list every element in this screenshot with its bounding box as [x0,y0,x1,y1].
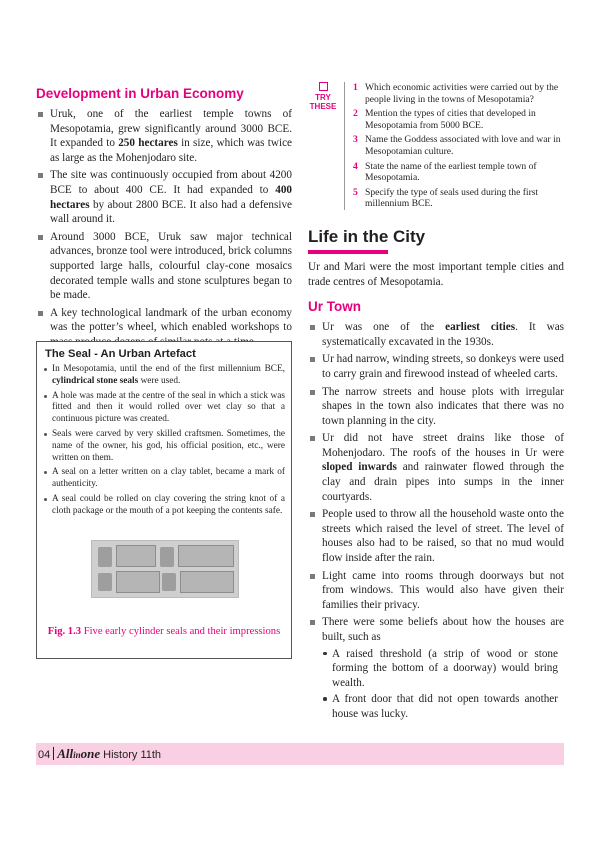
book-title: History 11th [103,749,162,761]
try-these-box [308,82,564,210]
urban-economy-list [36,107,292,350]
right-column [308,82,564,725]
list-item: Ur was one of the earliest cities. It was systematically excavated in the 1930s. [308,320,564,349]
beliefs-list [322,647,564,722]
try-these-list [344,82,564,210]
left-column [36,82,292,353]
try-these-label: TRY THESE [308,82,338,111]
seal-cylinder [98,547,112,567]
list-item: Ur did not have street drains like those of Mohenjodaro. The roofs of the houses in Ur were sloped inwards and rainwater flowed through the clay and drain pipes into sumps in the inner courtyards. [308,431,564,504]
seal-impression [116,545,156,567]
city-intro: Ur and Mari were the most important temple cities and trade centres of Mesopotamia. [308,260,564,288]
seal-impression [180,571,234,593]
seal-cylinder [98,573,112,591]
list-item: Seals were carved by very skilled craftsmen. Sometimes, the name of the owner, his god, his official position, etc., were written on them. [43,429,285,464]
seal-impression [178,545,234,567]
life-in-city-heading: Life in the City [308,226,426,246]
question-item: 5 Specify the type of seals used during the first millennium BCE. [353,186,539,210]
list-item: Around 3000 BCE, Uruk saw major technical advances, bronze tool were introduced, brick columns supported large halls, colourful clay-cone mosaics decorated temple walls and stone sculptures began to be made. [36,230,292,303]
seal-impression [116,571,160,593]
list-item: A hole was made at the centre of the seal in which a stick was fitted and then it would rolled over wet clay so that a continuous picture was created. [43,391,285,426]
question-item: 3 Name the Goddess associated with love and war in Mesopotamian culture. [353,134,561,157]
question-item: 2 Mention the types of cities that developed in Mesopotamia from 5000 BCE. [353,108,536,131]
list-item: A seal could be rolled on clay covering the string knot of a cloth package or the mouth of a pot keeping the contents safe. [43,494,285,518]
footer-divider [53,747,54,760]
list-item: The narrow streets and house plots with irregular shapes in the town also indicates that there was no town planning in the city. [308,385,564,429]
seal-info-box [36,341,292,659]
urban-economy-heading: Development in Urban Economy [36,86,244,101]
list-item: Light came into rooms through doorways but not from windows. This would also have given their families their privacy. [308,569,564,613]
list-item: Ur had narrow, winding streets, so donkeys were used to carry grain and firewood instead of wheeled carts. [308,352,564,381]
question-item: 4 State the name of the earliest temple town of Mesopotamia. [353,160,537,184]
list-item: There were some beliefs about how the houses are built, such as A raised threshold (a strip of wood or stone forming the bottom of a doorway) would bring wealth. A front door that did not open towards another house was lucky. [308,615,564,721]
brand-logo: Allinone [57,746,101,761]
seal-cylinder [162,573,176,591]
list-item: People used to throw all the household waste onto the streets which raised the level of street. The level of houses also had to be raised, so that no mud would flow inside after the rain. [308,507,564,565]
seal-list [37,364,291,518]
seal-box-heading: The Seal - An Urban Artefact [45,348,196,360]
list-item: A key technological landmark of the urban economy was the potter’s wheel, which enabled workshops to [36,306,292,350]
list-item: A raised threshold (a strip of wood or stone forming the bottom of a doorway) would bring wealth. [322,647,558,691]
list-item: Uruk, one of the earliest temple towns of Mesopotamia, grew significantly around 3000 BCE. It expanded to 250 hectares in size, which was twice as large as the Mohenjodaro site. [36,107,292,165]
question-item: 1 Which economic activities were carried out by the people living in the towns of Mesopotamia? [353,82,559,105]
ur-town-list [308,320,564,721]
cylinder-seals-photo [91,540,239,598]
list-item: The site was continuously occupied from about 4200 BCE to about 400 CE. It had expanded to 400 hectares by about 2800 BCE. It also had a defensive wall around it. [36,168,292,226]
list-item: A seal on a letter written on a clay tablet, became a mark of authenticity. [43,467,285,491]
checkbox-icon [319,82,328,91]
list-item: In Mesopotamia, until the end of the first millennium BCE, cylindrical stone seals were used. [43,364,285,388]
ur-town-heading: Ur Town [308,299,361,315]
heading-underline [308,250,388,254]
figure-caption: Fig. 1.3 Five early cylinder seals and their impressions [47,626,281,637]
seal-cylinder [160,547,174,567]
page-number: 04 [38,749,51,761]
list-item: A front door that did not open towards another house was lucky. [322,692,558,721]
page-footer [36,743,564,765]
